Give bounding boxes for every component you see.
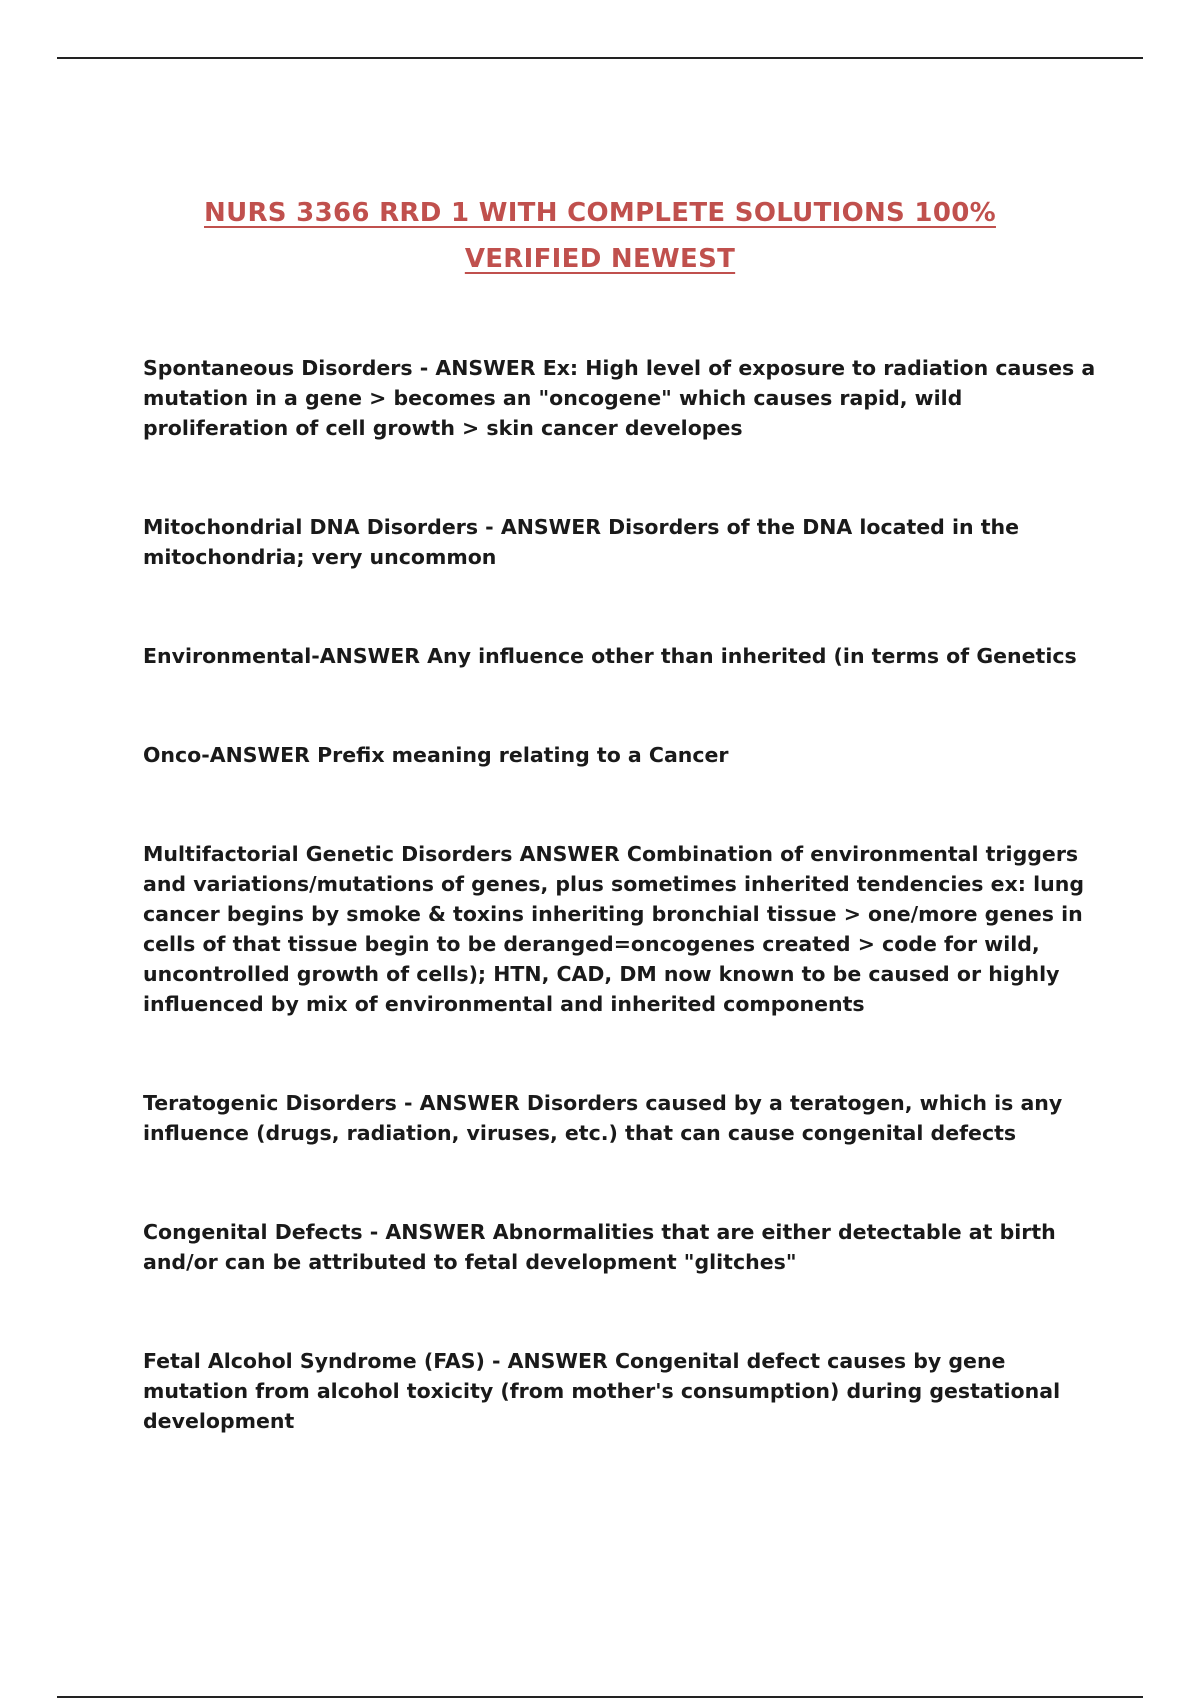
qa-entry-fetal-alcohol-syndrome: Fetal Alcohol Syndrome (FAS) - ANSWER Congenital defect causes by gene mutation from alcohol toxicity (from mother's consumption) during gestational development	[143, 1349, 1061, 1433]
qa-entry-environmental: Environmental-ANSWER Any influence other than inherited (in terms of Genetics	[143, 644, 1077, 668]
qa-entry-multifactorial-genetic-disorders: Multifactorial Genetic Disorders ANSWER Combination of environmental triggers and variations/mutations of genes, plus sometimes inherited tendencies ex: lung cancer begins by smoke & toxins inheriting bronchial tissue > one/more genes in cells of that tissue begin to be deranged=oncogenes created > code for wild, uncontrolled growth of cells); HTN, CAD, DM now known to be caused or highly influenced by mix of environmental and inherited components	[143, 842, 1084, 1016]
qa-entry-mitochondrial-dna-disorders: Mitochondrial DNA Disorders - ANSWER Disorders of the DNA located in the mitochondria; very uncommon	[143, 515, 1020, 569]
qa-entry-teratogenic-disorders: Teratogenic Disorders - ANSWER Disorders caused by a teratogen, which is any influence (drugs, radiation, viruses, etc.) that can cause congenital defects	[143, 1091, 1063, 1145]
qa-entry-congenital-defects: Congenital Defects - ANSWER Abnormalities that are either detectable at birth and/or can be attributed to fetal development "glitches"	[143, 1220, 1056, 1274]
footer-rule	[57, 1696, 1143, 1698]
title-line-1: NURS 3366 RRD 1 WITH COMPLETE SOLUTIONS 100%	[204, 198, 996, 228]
header-rule	[57, 57, 1143, 59]
qa-entry-onco: Onco-ANSWER Prefix meaning relating to a Cancer	[143, 743, 729, 767]
document-title	[100, 190, 1100, 282]
title-line-2: VERIFIED NEWEST	[464, 244, 736, 274]
qa-entries	[143, 353, 1098, 1436]
qa-entry-spontaneous-disorders: Spontaneous Disorders - ANSWER Ex: High level of exposure to radiation causes a mutation in a gene > becomes an "oncogene" which causes rapid, wild proliferation of cell growth > skin cancer developes	[143, 356, 1096, 440]
